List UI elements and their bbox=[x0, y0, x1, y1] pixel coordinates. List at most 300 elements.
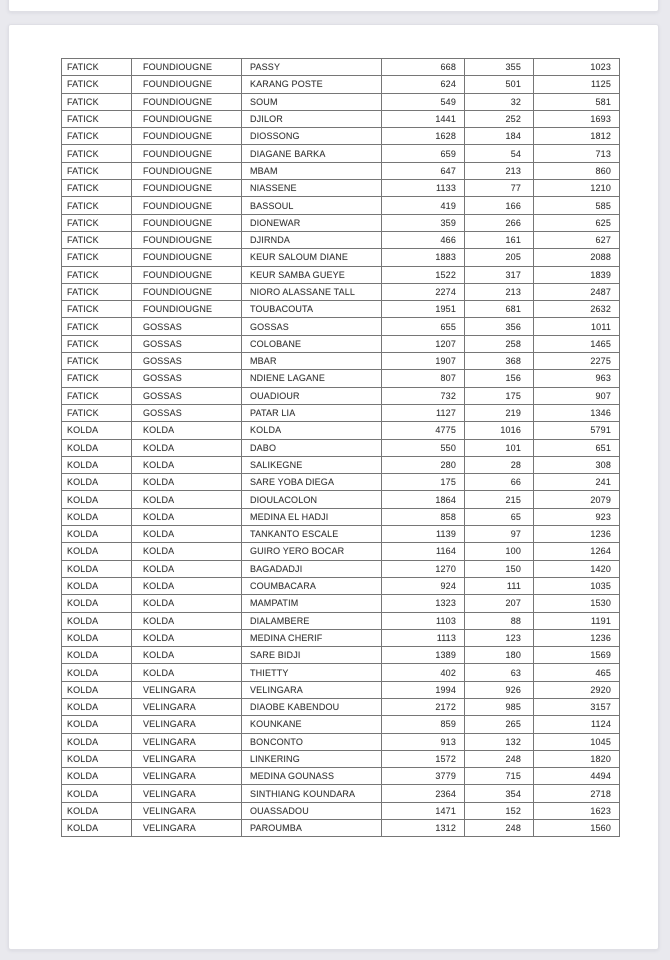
value1-cell: 655 bbox=[382, 318, 465, 335]
commune-cell: DIOSSONG bbox=[242, 128, 382, 145]
region-cell: KOLDA bbox=[62, 647, 132, 664]
department-cell: KOLDA bbox=[132, 612, 242, 629]
value1-cell: 1441 bbox=[382, 110, 465, 127]
table-row bbox=[62, 647, 620, 664]
total-cell: 308 bbox=[534, 456, 620, 473]
region-cell: FATICK bbox=[62, 404, 132, 421]
value1-cell: 1312 bbox=[382, 820, 465, 837]
table-body bbox=[62, 59, 620, 837]
value1-cell: 1522 bbox=[382, 266, 465, 283]
table-row bbox=[62, 785, 620, 802]
table-row bbox=[62, 491, 620, 508]
total-cell: 1560 bbox=[534, 820, 620, 837]
commune-cell: GOSSAS bbox=[242, 318, 382, 335]
region-cell: FATICK bbox=[62, 110, 132, 127]
value2-cell: 501 bbox=[465, 76, 534, 93]
region-cell: KOLDA bbox=[62, 560, 132, 577]
table-row bbox=[62, 353, 620, 370]
value1-cell: 1164 bbox=[382, 543, 465, 560]
commune-cell: BONCONTO bbox=[242, 733, 382, 750]
table-row bbox=[62, 716, 620, 733]
value2-cell: 248 bbox=[465, 750, 534, 767]
region-cell: FATICK bbox=[62, 93, 132, 110]
department-cell: KOLDA bbox=[132, 560, 242, 577]
region-cell: KOLDA bbox=[62, 733, 132, 750]
region-cell: KOLDA bbox=[62, 508, 132, 525]
value1-cell: 1207 bbox=[382, 335, 465, 352]
total-cell: 1264 bbox=[534, 543, 620, 560]
value1-cell: 2172 bbox=[382, 698, 465, 715]
total-cell: 713 bbox=[534, 145, 620, 162]
department-cell: KOLDA bbox=[132, 595, 242, 612]
value2-cell: 152 bbox=[465, 802, 534, 819]
department-cell: FOUNDIOUGNE bbox=[132, 197, 242, 214]
department-cell: FOUNDIOUGNE bbox=[132, 301, 242, 318]
value2-cell: 252 bbox=[465, 110, 534, 127]
department-cell: FOUNDIOUGNE bbox=[132, 214, 242, 231]
value2-cell: 266 bbox=[465, 214, 534, 231]
department-cell: KOLDA bbox=[132, 456, 242, 473]
table-row bbox=[62, 214, 620, 231]
department-cell: GOSSAS bbox=[132, 353, 242, 370]
region-cell: FATICK bbox=[62, 214, 132, 231]
commune-cell: OUADIOUR bbox=[242, 387, 382, 404]
value2-cell: 101 bbox=[465, 439, 534, 456]
region-cell: KOLDA bbox=[62, 577, 132, 594]
region-cell: FATICK bbox=[62, 231, 132, 248]
commune-cell: COLOBANE bbox=[242, 335, 382, 352]
total-cell: 1812 bbox=[534, 128, 620, 145]
value1-cell: 4775 bbox=[382, 422, 465, 439]
total-cell: 5791 bbox=[534, 422, 620, 439]
value1-cell: 419 bbox=[382, 197, 465, 214]
region-cell: FATICK bbox=[62, 353, 132, 370]
table-row bbox=[62, 681, 620, 698]
value2-cell: 123 bbox=[465, 629, 534, 646]
value1-cell: 1127 bbox=[382, 404, 465, 421]
department-cell: FOUNDIOUGNE bbox=[132, 231, 242, 248]
value2-cell: 28 bbox=[465, 456, 534, 473]
department-cell: KOLDA bbox=[132, 543, 242, 560]
total-cell: 1045 bbox=[534, 733, 620, 750]
commune-cell: TOUBACOUTA bbox=[242, 301, 382, 318]
department-cell: FOUNDIOUGNE bbox=[132, 128, 242, 145]
total-cell: 1191 bbox=[534, 612, 620, 629]
table-row bbox=[62, 266, 620, 283]
value1-cell: 647 bbox=[382, 162, 465, 179]
department-cell: VELINGARA bbox=[132, 785, 242, 802]
commune-cell: DIONEWAR bbox=[242, 214, 382, 231]
value2-cell: 265 bbox=[465, 716, 534, 733]
value2-cell: 356 bbox=[465, 318, 534, 335]
commune-cell: SARE BIDJI bbox=[242, 647, 382, 664]
table-row bbox=[62, 318, 620, 335]
table-row bbox=[62, 456, 620, 473]
table-row bbox=[62, 283, 620, 300]
value2-cell: 66 bbox=[465, 474, 534, 491]
commune-cell: VELINGARA bbox=[242, 681, 382, 698]
value1-cell: 280 bbox=[382, 456, 465, 473]
region-cell: KOLDA bbox=[62, 439, 132, 456]
department-cell: VELINGARA bbox=[132, 716, 242, 733]
value2-cell: 77 bbox=[465, 180, 534, 197]
commune-cell: BAGADADJI bbox=[242, 560, 382, 577]
department-cell: FOUNDIOUGNE bbox=[132, 162, 242, 179]
value1-cell: 2364 bbox=[382, 785, 465, 802]
value1-cell: 924 bbox=[382, 577, 465, 594]
table-row bbox=[62, 474, 620, 491]
value2-cell: 355 bbox=[465, 59, 534, 76]
total-cell: 2079 bbox=[534, 491, 620, 508]
value2-cell: 258 bbox=[465, 335, 534, 352]
value1-cell: 1572 bbox=[382, 750, 465, 767]
region-cell: FATICK bbox=[62, 283, 132, 300]
department-cell: KOLDA bbox=[132, 577, 242, 594]
department-cell: KOLDA bbox=[132, 439, 242, 456]
table-row bbox=[62, 612, 620, 629]
total-cell: 1236 bbox=[534, 629, 620, 646]
value1-cell: 1907 bbox=[382, 353, 465, 370]
commune-cell: MEDINA EL HADJI bbox=[242, 508, 382, 525]
region-cell: FATICK bbox=[62, 266, 132, 283]
table-row bbox=[62, 76, 620, 93]
department-cell: VELINGARA bbox=[132, 768, 242, 785]
total-cell: 963 bbox=[534, 370, 620, 387]
region-cell: KOLDA bbox=[62, 456, 132, 473]
region-cell: KOLDA bbox=[62, 422, 132, 439]
table-row bbox=[62, 370, 620, 387]
commune-cell: SINTHIANG KOUNDARA bbox=[242, 785, 382, 802]
commune-cell: KOLDA bbox=[242, 422, 382, 439]
region-cell: FATICK bbox=[62, 162, 132, 179]
commune-cell: MBAM bbox=[242, 162, 382, 179]
document-page bbox=[8, 24, 659, 950]
value1-cell: 1471 bbox=[382, 802, 465, 819]
value1-cell: 402 bbox=[382, 664, 465, 681]
region-cell: KOLDA bbox=[62, 526, 132, 543]
department-cell: KOLDA bbox=[132, 526, 242, 543]
department-cell: KOLDA bbox=[132, 629, 242, 646]
table-row bbox=[62, 110, 620, 127]
value2-cell: 180 bbox=[465, 647, 534, 664]
value2-cell: 175 bbox=[465, 387, 534, 404]
total-cell: 3157 bbox=[534, 698, 620, 715]
total-cell: 1124 bbox=[534, 716, 620, 733]
region-cell: KOLDA bbox=[62, 768, 132, 785]
value2-cell: 161 bbox=[465, 231, 534, 248]
commune-cell: SARE YOBA DIEGA bbox=[242, 474, 382, 491]
table-row bbox=[62, 404, 620, 421]
region-cell: KOLDA bbox=[62, 785, 132, 802]
region-cell: FATICK bbox=[62, 59, 132, 76]
department-cell: GOSSAS bbox=[132, 318, 242, 335]
table-row bbox=[62, 698, 620, 715]
department-cell: VELINGARA bbox=[132, 820, 242, 837]
commune-cell: BASSOUL bbox=[242, 197, 382, 214]
value2-cell: 926 bbox=[465, 681, 534, 698]
table-row bbox=[62, 750, 620, 767]
value1-cell: 466 bbox=[382, 231, 465, 248]
total-cell: 1530 bbox=[534, 595, 620, 612]
region-cell: KOLDA bbox=[62, 750, 132, 767]
total-cell: 1693 bbox=[534, 110, 620, 127]
total-cell: 2088 bbox=[534, 249, 620, 266]
table-row bbox=[62, 733, 620, 750]
region-cell: KOLDA bbox=[62, 543, 132, 560]
region-cell: KOLDA bbox=[62, 612, 132, 629]
commune-cell: MAMPATIM bbox=[242, 595, 382, 612]
region-cell: FATICK bbox=[62, 387, 132, 404]
commune-cell: DIOULACOLON bbox=[242, 491, 382, 508]
commune-cell: DJILOR bbox=[242, 110, 382, 127]
department-cell: VELINGARA bbox=[132, 733, 242, 750]
region-cell: FATICK bbox=[62, 335, 132, 352]
department-cell: VELINGARA bbox=[132, 802, 242, 819]
value2-cell: 132 bbox=[465, 733, 534, 750]
region-cell: FATICK bbox=[62, 249, 132, 266]
commune-cell: NDIENE LAGANE bbox=[242, 370, 382, 387]
value2-cell: 213 bbox=[465, 283, 534, 300]
value1-cell: 732 bbox=[382, 387, 465, 404]
table-row bbox=[62, 820, 620, 837]
total-cell: 585 bbox=[534, 197, 620, 214]
commune-cell: THIETTY bbox=[242, 664, 382, 681]
department-cell: VELINGARA bbox=[132, 750, 242, 767]
department-cell: FOUNDIOUGNE bbox=[132, 110, 242, 127]
value2-cell: 354 bbox=[465, 785, 534, 802]
department-cell: GOSSAS bbox=[132, 387, 242, 404]
region-cell: KOLDA bbox=[62, 629, 132, 646]
value1-cell: 1133 bbox=[382, 180, 465, 197]
commune-cell: DIAOBE KABENDOU bbox=[242, 698, 382, 715]
department-cell: KOLDA bbox=[132, 422, 242, 439]
region-cell: FATICK bbox=[62, 301, 132, 318]
total-cell: 1236 bbox=[534, 526, 620, 543]
commune-cell: MEDINA GOUNASS bbox=[242, 768, 382, 785]
table-row bbox=[62, 508, 620, 525]
region-cell: KOLDA bbox=[62, 595, 132, 612]
total-cell: 1346 bbox=[534, 404, 620, 421]
total-cell: 923 bbox=[534, 508, 620, 525]
total-cell: 2487 bbox=[534, 283, 620, 300]
table-row bbox=[62, 595, 620, 612]
total-cell: 625 bbox=[534, 214, 620, 231]
commune-cell: COUMBACARA bbox=[242, 577, 382, 594]
value2-cell: 100 bbox=[465, 543, 534, 560]
value1-cell: 1270 bbox=[382, 560, 465, 577]
commune-cell: MEDINA CHERIF bbox=[242, 629, 382, 646]
value1-cell: 359 bbox=[382, 214, 465, 231]
value2-cell: 32 bbox=[465, 93, 534, 110]
commune-cell: GUIRO YERO BOCAR bbox=[242, 543, 382, 560]
region-cell: FATICK bbox=[62, 370, 132, 387]
value1-cell: 1139 bbox=[382, 526, 465, 543]
commune-cell: KOUNKANE bbox=[242, 716, 382, 733]
total-cell: 1569 bbox=[534, 647, 620, 664]
department-cell: FOUNDIOUGNE bbox=[132, 180, 242, 197]
total-cell: 651 bbox=[534, 439, 620, 456]
table-row bbox=[62, 301, 620, 318]
value1-cell: 1951 bbox=[382, 301, 465, 318]
commune-cell: KEUR SALOUM DIANE bbox=[242, 249, 382, 266]
total-cell: 2632 bbox=[534, 301, 620, 318]
total-cell: 1210 bbox=[534, 180, 620, 197]
value2-cell: 219 bbox=[465, 404, 534, 421]
value1-cell: 859 bbox=[382, 716, 465, 733]
total-cell: 581 bbox=[534, 93, 620, 110]
table-row bbox=[62, 197, 620, 214]
table-row bbox=[62, 629, 620, 646]
region-cell: FATICK bbox=[62, 180, 132, 197]
total-cell: 2275 bbox=[534, 353, 620, 370]
table-row bbox=[62, 560, 620, 577]
department-cell: KOLDA bbox=[132, 647, 242, 664]
region-cell: FATICK bbox=[62, 76, 132, 93]
department-cell: KOLDA bbox=[132, 474, 242, 491]
value2-cell: 97 bbox=[465, 526, 534, 543]
table-row bbox=[62, 162, 620, 179]
value2-cell: 54 bbox=[465, 145, 534, 162]
commune-cell: NIASSENE bbox=[242, 180, 382, 197]
total-cell: 1839 bbox=[534, 266, 620, 283]
value2-cell: 88 bbox=[465, 612, 534, 629]
department-cell: GOSSAS bbox=[132, 370, 242, 387]
region-cell: KOLDA bbox=[62, 820, 132, 837]
department-cell: FOUNDIOUGNE bbox=[132, 145, 242, 162]
value2-cell: 65 bbox=[465, 508, 534, 525]
value2-cell: 248 bbox=[465, 820, 534, 837]
region-cell: KOLDA bbox=[62, 698, 132, 715]
total-cell: 241 bbox=[534, 474, 620, 491]
table-row bbox=[62, 526, 620, 543]
commune-cell: KARANG POSTE bbox=[242, 76, 382, 93]
value1-cell: 175 bbox=[382, 474, 465, 491]
total-cell: 1023 bbox=[534, 59, 620, 76]
table-row bbox=[62, 93, 620, 110]
total-cell: 627 bbox=[534, 231, 620, 248]
table-row bbox=[62, 664, 620, 681]
department-cell: FOUNDIOUGNE bbox=[132, 76, 242, 93]
value2-cell: 184 bbox=[465, 128, 534, 145]
department-cell: GOSSAS bbox=[132, 404, 242, 421]
value1-cell: 1883 bbox=[382, 249, 465, 266]
total-cell: 1125 bbox=[534, 76, 620, 93]
commune-cell: SALIKEGNE bbox=[242, 456, 382, 473]
value2-cell: 681 bbox=[465, 301, 534, 318]
total-cell: 1465 bbox=[534, 335, 620, 352]
value1-cell: 668 bbox=[382, 59, 465, 76]
region-cell: FATICK bbox=[62, 318, 132, 335]
value1-cell: 858 bbox=[382, 508, 465, 525]
table-row bbox=[62, 59, 620, 76]
total-cell: 1820 bbox=[534, 750, 620, 767]
value1-cell: 624 bbox=[382, 76, 465, 93]
value1-cell: 1628 bbox=[382, 128, 465, 145]
commune-cell: DABO bbox=[242, 439, 382, 456]
department-cell: VELINGARA bbox=[132, 681, 242, 698]
table-row bbox=[62, 439, 620, 456]
value2-cell: 156 bbox=[465, 370, 534, 387]
department-cell: FOUNDIOUGNE bbox=[132, 266, 242, 283]
table-row bbox=[62, 387, 620, 404]
table-row bbox=[62, 180, 620, 197]
department-cell: KOLDA bbox=[132, 508, 242, 525]
value1-cell: 1994 bbox=[382, 681, 465, 698]
commune-cell: PATAR LIA bbox=[242, 404, 382, 421]
region-cell: KOLDA bbox=[62, 802, 132, 819]
value2-cell: 715 bbox=[465, 768, 534, 785]
region-cell: KOLDA bbox=[62, 664, 132, 681]
value1-cell: 1103 bbox=[382, 612, 465, 629]
commune-cell: OUASSADOU bbox=[242, 802, 382, 819]
table-row bbox=[62, 543, 620, 560]
value2-cell: 1016 bbox=[465, 422, 534, 439]
total-cell: 2718 bbox=[534, 785, 620, 802]
total-cell: 1035 bbox=[534, 577, 620, 594]
value2-cell: 317 bbox=[465, 266, 534, 283]
commune-cell: PAROUMBA bbox=[242, 820, 382, 837]
total-cell: 4494 bbox=[534, 768, 620, 785]
value2-cell: 111 bbox=[465, 577, 534, 594]
table-row bbox=[62, 802, 620, 819]
department-cell: FOUNDIOUGNE bbox=[132, 93, 242, 110]
department-cell: VELINGARA bbox=[132, 698, 242, 715]
commune-cell: KEUR SAMBA GUEYE bbox=[242, 266, 382, 283]
data-table bbox=[61, 58, 620, 837]
commune-cell: DIALAMBERE bbox=[242, 612, 382, 629]
table-row bbox=[62, 128, 620, 145]
value2-cell: 63 bbox=[465, 664, 534, 681]
table-row bbox=[62, 768, 620, 785]
total-cell: 1420 bbox=[534, 560, 620, 577]
value1-cell: 913 bbox=[382, 733, 465, 750]
value2-cell: 213 bbox=[465, 162, 534, 179]
table-row bbox=[62, 335, 620, 352]
table-row bbox=[62, 231, 620, 248]
commune-cell: LINKERING bbox=[242, 750, 382, 767]
commune-cell: NIORO ALASSANE TALL bbox=[242, 283, 382, 300]
value2-cell: 205 bbox=[465, 249, 534, 266]
table-row bbox=[62, 145, 620, 162]
value2-cell: 166 bbox=[465, 197, 534, 214]
region-cell: FATICK bbox=[62, 145, 132, 162]
total-cell: 465 bbox=[534, 664, 620, 681]
department-cell: GOSSAS bbox=[132, 335, 242, 352]
value1-cell: 659 bbox=[382, 145, 465, 162]
total-cell: 907 bbox=[534, 387, 620, 404]
value1-cell: 1864 bbox=[382, 491, 465, 508]
region-cell: KOLDA bbox=[62, 681, 132, 698]
commune-cell: PASSY bbox=[242, 59, 382, 76]
value1-cell: 1323 bbox=[382, 595, 465, 612]
value2-cell: 207 bbox=[465, 595, 534, 612]
table-row bbox=[62, 249, 620, 266]
total-cell: 860 bbox=[534, 162, 620, 179]
commune-cell: DJIRNDA bbox=[242, 231, 382, 248]
total-cell: 1623 bbox=[534, 802, 620, 819]
region-cell: FATICK bbox=[62, 128, 132, 145]
department-cell: FOUNDIOUGNE bbox=[132, 59, 242, 76]
commune-cell: TANKANTO ESCALE bbox=[242, 526, 382, 543]
value1-cell: 2274 bbox=[382, 283, 465, 300]
region-cell: KOLDA bbox=[62, 716, 132, 733]
region-cell: KOLDA bbox=[62, 474, 132, 491]
table-row bbox=[62, 577, 620, 594]
department-cell: KOLDA bbox=[132, 491, 242, 508]
value2-cell: 985 bbox=[465, 698, 534, 715]
region-cell: KOLDA bbox=[62, 491, 132, 508]
commune-cell: MBAR bbox=[242, 353, 382, 370]
